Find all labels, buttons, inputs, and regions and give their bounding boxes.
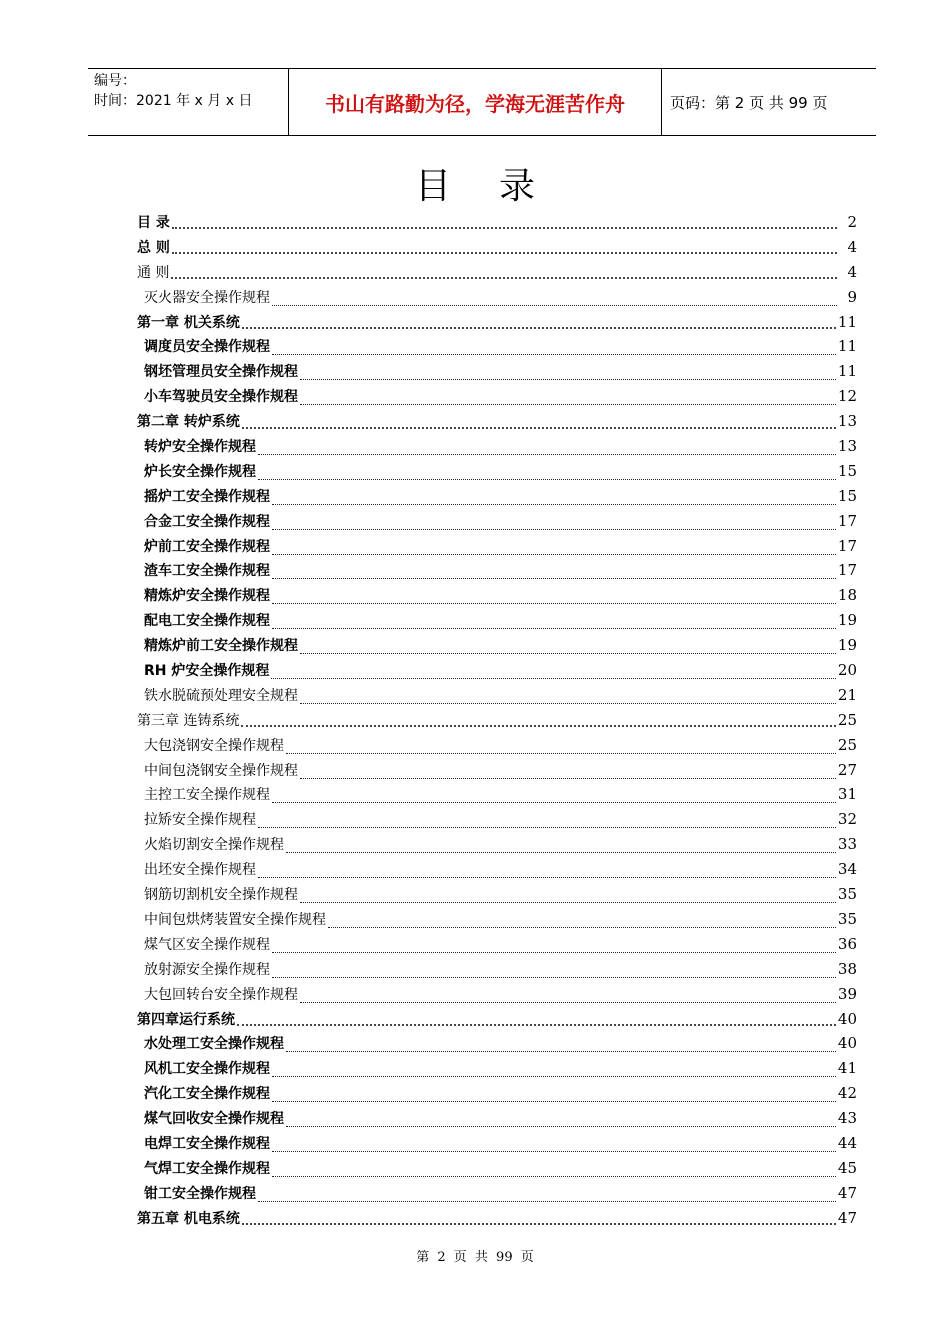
toc-entry-label: 风机工安全操作规程 [144, 1061, 270, 1078]
toc-entry[interactable] [137, 359, 857, 384]
toc-entry[interactable] [137, 633, 857, 658]
toc-leader-dots [300, 990, 836, 1003]
toc-entry-label: 总 则 [137, 239, 170, 256]
toc-leader-dots [272, 293, 837, 306]
toc-entry[interactable] [137, 509, 857, 534]
toc-leader-dots [300, 890, 836, 903]
toc-entry-page: 41 [837, 1059, 857, 1078]
toc-entry-page: 21 [837, 685, 857, 704]
toc-entry-page: 44 [837, 1133, 857, 1152]
toc-entry-page: 18 [837, 586, 857, 605]
toc-leader-dots [258, 815, 836, 828]
toc-entry-label: 目 录 [137, 215, 170, 231]
toc-entry-page: 47 [837, 1183, 857, 1202]
toc-entry-label: 中间包烘烤装置安全操作规程 [144, 911, 326, 928]
toc-entry-page: 17 [837, 536, 857, 555]
toc-leader-dots [272, 616, 836, 629]
toc-entry-label: 电焊工安全操作规程 [144, 1135, 270, 1152]
toc-entry-label: 炉前工安全操作规程 [144, 538, 270, 555]
document-number: 编号： [94, 73, 136, 89]
toc-leader-dots [258, 442, 836, 455]
toc-entry-page: 11 [837, 337, 857, 356]
toc-entry-label: 第四章运行系统 [137, 1011, 235, 1028]
toc-entry[interactable] [137, 807, 857, 832]
toc-entry-page: 11 [837, 362, 857, 381]
toc-entry-label: 精炼炉安全操作规程 [144, 588, 270, 605]
toc-leader-dots [272, 1064, 836, 1077]
toc-leader-dots [286, 840, 836, 853]
toc-leader-dots [258, 467, 836, 480]
toc-entry-label: 钢筋切割机安全操作规程 [144, 887, 298, 904]
toc-entry[interactable] [137, 932, 857, 957]
header-meta [88, 69, 288, 135]
toc-leader-dots [237, 1014, 836, 1026]
toc-entry-page: 2 [847, 213, 857, 231]
toc-entry[interactable] [137, 782, 857, 807]
toc-entry-page: 34 [837, 860, 857, 879]
toc-entry-label: 气焊工安全操作规程 [144, 1160, 270, 1177]
toc-entry-page: 13 [837, 437, 857, 456]
toc-leader-dots [286, 741, 836, 754]
toc-leader-dots [300, 641, 836, 654]
toc-entry-page: 13 [837, 412, 857, 431]
toc-entry[interactable] [137, 1056, 857, 1081]
toc-entry[interactable] [137, 285, 857, 310]
toc-entry-label: 第五章 机电系统 [137, 1210, 240, 1227]
toc-leader-dots [172, 242, 837, 254]
toc-entry-page: 38 [837, 959, 857, 978]
toc-entry[interactable] [137, 260, 857, 285]
toc-entry-label: 渣车工安全操作规程 [144, 563, 270, 580]
toc-entry-label: 钳工安全操作规程 [144, 1185, 256, 1202]
toc-entry-page: 31 [837, 785, 857, 804]
toc-leader-dots [272, 1164, 836, 1177]
toc-leader-dots [258, 1189, 836, 1202]
toc-entry[interactable] [137, 1156, 857, 1181]
toc-entry[interactable] [137, 857, 857, 882]
toc-leader-dots [300, 766, 836, 779]
toc-entry[interactable] [137, 1131, 857, 1156]
toc-leader-dots [272, 492, 836, 505]
toc-entry-page: 39 [837, 984, 857, 1003]
toc-leader-dots [272, 965, 836, 978]
toc-leader-dots [242, 1213, 836, 1225]
toc-entry[interactable] [137, 907, 857, 932]
toc-entry-page: 20 [837, 661, 857, 680]
toc-entry-label: 汽化工安全操作规程 [144, 1086, 270, 1103]
toc-entry-label: 拉矫安全操作规程 [144, 812, 256, 829]
toc-entry-label: 合金工安全操作规程 [144, 513, 270, 530]
toc-entry-label: 第二章 转炉系统 [137, 414, 240, 431]
toc-entry-page: 36 [837, 934, 857, 953]
toc-leader-dots [272, 790, 836, 803]
toc-entry[interactable] [137, 1081, 857, 1106]
header-motto: 书山有路勤为径，学海无涯苦作舟 [288, 69, 662, 135]
toc-entry-page: 45 [837, 1158, 857, 1177]
toc-entry-label: 火焰切割安全操作规程 [144, 837, 284, 854]
toc-entry-page: 40 [837, 1009, 857, 1028]
toc-entry[interactable] [137, 1031, 857, 1056]
toc-entry[interactable] [137, 1181, 857, 1206]
toc-leader-dots [172, 217, 837, 229]
toc-entry-label: 大包浇钢安全操作规程 [144, 737, 284, 754]
toc-entry-label: 煤气回收安全操作规程 [144, 1111, 284, 1128]
toc-leader-dots [286, 1114, 836, 1127]
toc-entry-page: 33 [837, 835, 857, 854]
toc-leader-dots [258, 865, 836, 878]
toc-entry-label: 第一章 机关系统 [137, 314, 240, 331]
toc-entry-page: 43 [837, 1109, 857, 1128]
toc-entry[interactable] [137, 484, 857, 509]
toc-entry-page: 4 [847, 262, 857, 281]
toc-entry-label: 煤气区安全操作规程 [144, 936, 270, 953]
toc-leader-dots [272, 517, 836, 530]
toc-entry-page: 15 [837, 486, 857, 505]
toc-entry[interactable] [137, 832, 857, 857]
toc-entry[interactable] [137, 683, 857, 708]
toc-entry-label: 出坯安全操作规程 [144, 862, 256, 879]
toc-entry-page: 9 [847, 287, 857, 306]
document-date: 时间：2021 年 x 月 x 日 [94, 93, 253, 109]
toc-entry-label: 小车驾驶员安全操作规程 [144, 389, 298, 406]
toc-leader-dots [271, 666, 836, 679]
toc-entry-label: 配电工安全操作规程 [144, 613, 270, 630]
toc-entry[interactable] [137, 210, 857, 235]
toc-leader-dots [328, 915, 836, 928]
toc-entry[interactable] [137, 882, 857, 907]
toc-entry[interactable] [137, 334, 857, 359]
toc-entry[interactable] [137, 733, 857, 758]
toc-entry-page: 17 [837, 561, 857, 580]
toc-leader-dots [272, 1089, 836, 1102]
toc-entry-page: 27 [837, 760, 857, 779]
toc-entry[interactable] [137, 534, 857, 559]
header-page-number: 页码：第 2 页 共 99 页 [670, 93, 828, 112]
toc-leader-dots [300, 392, 836, 405]
toc-entry-label: 铁水脱硫预处理安全规程 [144, 687, 298, 704]
toc-leader-dots [241, 715, 835, 727]
toc-leader-dots [300, 367, 836, 380]
toc-entry-page: 17 [837, 511, 857, 530]
toc-entry-label: 通 则 [137, 264, 170, 281]
toc-entry-label: 大包回转台安全操作规程 [144, 986, 298, 1003]
toc-entry[interactable] [137, 310, 857, 335]
toc-entry[interactable] [137, 384, 857, 409]
toc-entry-page: 19 [837, 611, 857, 630]
toc-entry-page: 4 [847, 237, 857, 256]
toc-leader-dots [272, 566, 836, 579]
table-of-contents [137, 210, 857, 1231]
toc-entry[interactable] [137, 1106, 857, 1131]
toc-entry-page: 15 [837, 461, 857, 480]
toc-leader-dots [242, 417, 836, 429]
toc-entry-label: 主控工安全操作规程 [144, 787, 270, 804]
page-title: 目录 [414, 166, 583, 207]
toc-entry[interactable] [137, 708, 857, 733]
toc-entry-page: 11 [837, 312, 857, 331]
toc-entry-label: RH 炉安全操作规程 [144, 663, 270, 680]
toc-leader-dots [300, 691, 836, 704]
toc-entry-page: 25 [837, 710, 857, 729]
toc-entry-page: 40 [837, 1034, 857, 1053]
toc-entry[interactable] [137, 658, 857, 683]
toc-entry-page: 25 [837, 735, 857, 754]
toc-entry[interactable] [137, 982, 857, 1007]
toc-entry-label: 第三章 连铸系统 [137, 712, 240, 729]
toc-entry[interactable] [137, 608, 857, 633]
toc-leader-dots [242, 317, 836, 329]
toc-entry[interactable] [137, 1206, 857, 1231]
toc-entry[interactable] [137, 459, 857, 484]
page-header [88, 68, 876, 136]
toc-entry-label: 灭火器安全操作规程 [144, 289, 270, 306]
toc-entry-label: 钢坯管理员安全操作规程 [144, 364, 298, 381]
toc-entry-page: 42 [837, 1084, 857, 1103]
toc-entry[interactable] [137, 235, 857, 260]
toc-entry-page: 35 [837, 909, 857, 928]
toc-entry-label: 摇炉工安全操作规程 [144, 488, 270, 505]
toc-entry-label: 调度员安全操作规程 [144, 339, 270, 356]
toc-entry[interactable] [137, 434, 857, 459]
toc-entry[interactable] [137, 558, 857, 583]
toc-leader-dots [171, 267, 837, 279]
toc-entry-label: 炉长安全操作规程 [144, 463, 256, 480]
toc-entry-page: 35 [837, 885, 857, 904]
toc-entry[interactable] [137, 583, 857, 608]
toc-entry-label: 精炼炉前工安全操作规程 [144, 638, 298, 655]
toc-entry[interactable] [137, 957, 857, 982]
toc-leader-dots [272, 1139, 836, 1152]
toc-entry-page: 32 [837, 810, 857, 829]
toc-entry-page: 19 [837, 636, 857, 655]
toc-leader-dots [272, 940, 836, 953]
toc-leader-dots [286, 1039, 836, 1052]
toc-entry-label: 转炉安全操作规程 [144, 439, 256, 456]
toc-entry-label: 中间包浇钢安全操作规程 [144, 762, 298, 779]
toc-leader-dots [272, 542, 836, 555]
toc-entry[interactable] [137, 1007, 857, 1032]
toc-entry-label: 水处理工安全操作规程 [144, 1036, 284, 1053]
toc-leader-dots [272, 591, 836, 604]
toc-entry[interactable] [137, 409, 857, 434]
toc-entry-page: 12 [837, 387, 857, 406]
page-footer: 第 2 页 共 99 页 [416, 1250, 534, 1265]
toc-entry-page: 47 [837, 1208, 857, 1227]
toc-entry-label: 放射源安全操作规程 [144, 961, 270, 978]
toc-entry[interactable] [137, 758, 857, 783]
toc-leader-dots [272, 342, 836, 355]
